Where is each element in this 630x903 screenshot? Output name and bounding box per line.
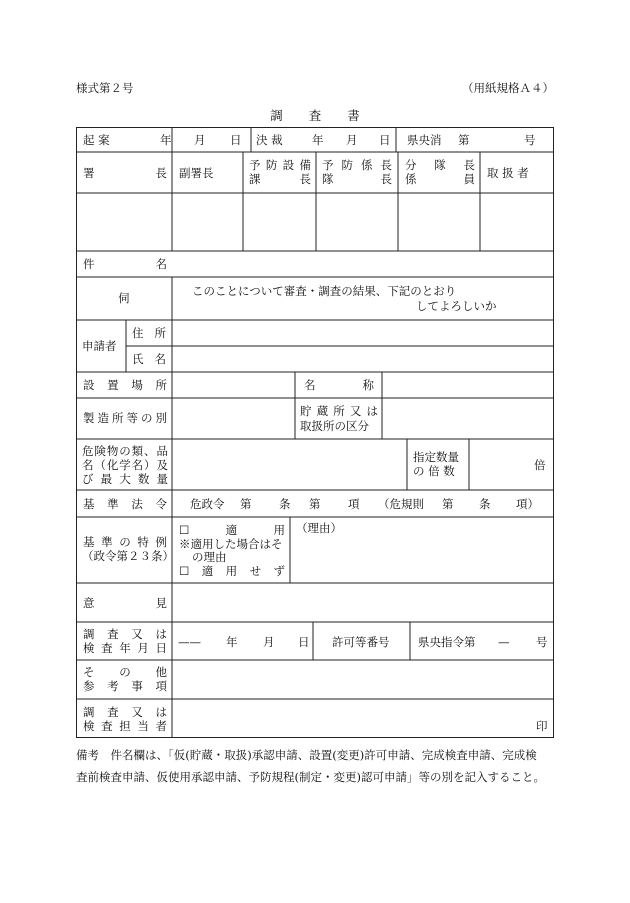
role-toriatsukai: 取 扱 者 (487, 166, 529, 180)
tekiyo-checkbox[interactable]: ☐ 適 用 (179, 523, 285, 537)
horei-dai-2: 第 (309, 497, 321, 511)
shirei-go: 号 (536, 635, 548, 649)
kian-label: 起 案 (83, 133, 110, 147)
horei-ko-1: 項 (348, 497, 360, 511)
horei-ko-2: 項） (516, 497, 539, 511)
tanto-label-1: 調 査 又 は (83, 705, 167, 719)
kijun-horei-label: 基 準 法 令 (83, 497, 167, 511)
role-yobo-setsubi-2: 課 長 (249, 172, 311, 186)
ukagai-label: 伺 (118, 291, 130, 305)
kian-day-label: 日 (230, 133, 242, 147)
tokurei-label-2: （政令第２３条） (82, 549, 174, 563)
kikenbutsu-label-3: び 最 大 数 量 (82, 472, 168, 486)
form-number: 様式第２号 (76, 81, 134, 95)
kessai-day-label: 日 (379, 133, 391, 147)
remarks-line-1: 備考 件名欄は、「仮(貯蔵・取扱)承認申請、設置(変更)許可申請、完成検査申請、完成検 (76, 748, 537, 762)
remarks-note (76, 744, 556, 788)
kenou-label: 県央消 (407, 133, 442, 147)
setchi-basho-label: 設 置 場 所 (83, 378, 167, 392)
horei-jo-1: 条 (279, 497, 291, 511)
shirei-dash: — (498, 635, 510, 649)
shirei-label: 県央指令第 (418, 635, 476, 649)
shitei-label-1: 指定数量 (413, 450, 459, 464)
kian-month-label: 月 (194, 133, 206, 147)
shitei-label-2: の 倍 数 (413, 464, 455, 478)
tokurei-label-1: 基 準 の 特 例 (83, 535, 167, 549)
ukagai-text-2: してよろしいか (416, 299, 497, 313)
chozo-label-1: 貯 蔵 所 又 は (300, 404, 378, 418)
shinseisha-label: 申請者 (82, 339, 117, 353)
in-seal-label: 印 (536, 719, 548, 733)
date-dash: —— (178, 635, 201, 649)
horei-seirei: 危政令 (190, 497, 225, 511)
horei-jo-2: 条 (479, 497, 491, 511)
dai-label: 第 (458, 133, 470, 147)
horei-kisoku: （危規則 (378, 497, 424, 511)
sonota-label-2: 参 考 事 項 (83, 679, 167, 693)
seizosho-label: 製 造 所 等 の 別 (83, 411, 167, 425)
role-yobo-setsubi-1: 予 防 設 備 (249, 158, 311, 172)
meisho-label: 名 称 (304, 378, 374, 392)
tekiyo-sezu-checkbox[interactable]: ☐ 適 用 せ ず (179, 564, 285, 578)
role-yobo-kakari-2: 隊 長 (322, 172, 392, 186)
bai-label: 倍 (534, 458, 546, 472)
riyu-label: （理由） (296, 521, 342, 535)
date-day: 日 (298, 635, 310, 649)
horei-dai-3: 第 (442, 497, 454, 511)
kenmei-label: 件 名 (83, 257, 167, 271)
chosa-date-label-2: 検 査 年 月 日 (83, 641, 167, 655)
kikenbutsu-label-1: 危 険 物 の 類 、 品 (82, 444, 168, 458)
horei-dai-1: 第 (240, 497, 252, 511)
chosa-date-label-1: 調 査 又 は (83, 627, 167, 641)
kessai-year-label: 年 (312, 133, 324, 147)
tanto-label-2: 検 査 担 当 者 (83, 719, 167, 733)
remarks-line-2: 査前検査申請、仮使用承認申請、予防規程(制定・変更)認可申請」等の別を記入すること。 (76, 770, 545, 784)
paper-size: （用紙規格Ａ４） (462, 81, 554, 95)
form-table (76, 127, 554, 738)
sonota-label-1: そ の 他 (83, 665, 167, 679)
role-buntai-2: 係 員 (405, 172, 475, 186)
date-month: 月 (263, 635, 275, 649)
kian-year-label: 年 (160, 133, 172, 147)
chozo-label-2: 取扱所の区分 (300, 419, 369, 433)
ukagai-text-1: このことについて審査・調査の結果、下記のとおり (192, 284, 457, 298)
kessai-label: 決 裁 (256, 133, 283, 147)
tekiyo-note-1: ※適用した場合はそ (179, 537, 283, 551)
document-title: 調査書 (270, 108, 386, 123)
go-label: 号 (524, 133, 536, 147)
jusho-label: 住 所 (132, 326, 166, 340)
role-yobo-kakari-1: 予 防 係 長 (322, 158, 392, 172)
role-fuku-shocho: 副署長 (179, 166, 214, 180)
role-buntai-1: 分 隊 長 (405, 158, 475, 172)
role-shocho: 署 長 (83, 166, 167, 180)
kessai-month-label: 月 (346, 133, 358, 147)
iken-label: 意 見 (83, 596, 167, 610)
date-year: 年 (226, 635, 238, 649)
tekiyo-note-2: の理由 (192, 550, 227, 564)
kyoka-bango-label: 許可等番号 (332, 635, 390, 649)
shimei-label: 氏 名 (132, 352, 166, 366)
kikenbutsu-label-2: 名 （ 化 学 名 ） 及 (82, 458, 168, 472)
